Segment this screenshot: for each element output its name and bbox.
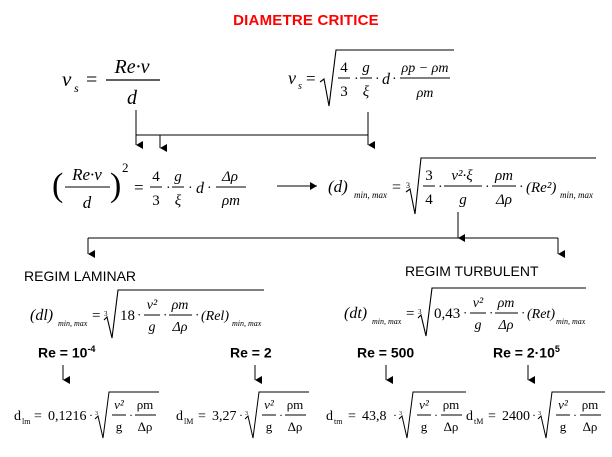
- svg-text:·: ·: [354, 72, 359, 87]
- svg-text:·: ·: [375, 72, 380, 87]
- svg-text:·: ·: [393, 408, 397, 422]
- section-laminar: REGIM LAMINAR: [24, 268, 137, 284]
- svg-text:g: g: [474, 318, 482, 333]
- svg-text:·: ·: [392, 72, 397, 87]
- svg-text:4: 4: [425, 192, 433, 208]
- svg-text:ν²: ν²: [472, 296, 484, 311]
- svg-text:d: d: [382, 71, 390, 88]
- svg-text:=: =: [198, 409, 206, 424]
- svg-text:Δρ: Δρ: [137, 419, 153, 434]
- svg-text:Δρ: Δρ: [172, 320, 188, 335]
- section-turbulent: REGIM TURBULENT: [405, 263, 539, 279]
- svg-text:·: ·: [573, 408, 577, 422]
- svg-text:Δρ: Δρ: [287, 419, 303, 434]
- svg-text:d: d: [14, 409, 21, 424]
- formula-vs-general: [286, 44, 461, 114]
- svg-text:ν²: ν²: [264, 397, 274, 412]
- svg-text:lM: lM: [184, 417, 194, 426]
- svg-text:): ): [110, 167, 122, 204]
- svg-text:3: 3: [538, 411, 541, 417]
- re-label-2: Re = 2: [230, 344, 272, 361]
- svg-text:Δρ: Δρ: [221, 169, 239, 185]
- svg-text:·: ·: [195, 307, 200, 322]
- svg-text:ρm: ρm: [416, 86, 434, 101]
- svg-text:4: 4: [340, 60, 348, 76]
- svg-text:3: 3: [418, 308, 422, 316]
- svg-text:ν²·ξ: ν²·ξ: [451, 168, 473, 184]
- svg-text:=: =: [134, 178, 144, 197]
- svg-text:·: ·: [438, 180, 443, 195]
- formula-vs-sub: s: [74, 81, 79, 95]
- svg-text:d: d: [466, 409, 473, 424]
- svg-text:=: =: [34, 409, 42, 424]
- svg-text:·: ·: [137, 307, 142, 322]
- svg-text:ρm: ρm: [136, 397, 154, 412]
- svg-text:3: 3: [95, 411, 98, 417]
- svg-text:·: ·: [485, 180, 490, 195]
- svg-text:ρm: ρm: [494, 168, 514, 184]
- svg-text:min, max: min, max: [232, 319, 262, 328]
- svg-text:ρm: ρm: [497, 296, 515, 311]
- formula-d-lm: [14, 388, 164, 448]
- svg-text:·: ·: [129, 408, 133, 422]
- formula-vs-symbol: v: [62, 67, 72, 91]
- svg-text:=: =: [306, 69, 316, 88]
- svg-text:=: =: [488, 409, 496, 424]
- svg-text:·: ·: [166, 181, 171, 196]
- svg-text:ρm: ρm: [221, 193, 241, 209]
- svg-text:(d): (d): [328, 177, 348, 196]
- svg-text:g: g: [148, 320, 156, 335]
- svg-text:3,27: 3,27: [212, 409, 237, 424]
- svg-text:min, max: min, max: [560, 190, 593, 200]
- svg-text:ν²: ν²: [419, 397, 429, 412]
- svg-text:2: 2: [122, 160, 129, 175]
- svg-text:·: ·: [463, 305, 468, 320]
- svg-text:g: g: [115, 419, 123, 434]
- svg-text:ν²: ν²: [558, 397, 568, 412]
- svg-text:ξ: ξ: [362, 84, 370, 100]
- formula-vs-numerator: Re·ν: [114, 56, 150, 78]
- formula-vs-denominator: d: [127, 87, 137, 109]
- svg-text:ρm: ρm: [286, 397, 304, 412]
- svg-text:tm: tm: [334, 417, 343, 426]
- formula-d-tM: [466, 388, 610, 448]
- svg-text:4: 4: [152, 169, 160, 185]
- svg-text:(: (: [52, 167, 64, 204]
- svg-text:(Rel): (Rel): [201, 309, 229, 324]
- svg-text:Δρ: Δρ: [498, 318, 514, 333]
- svg-text:·: ·: [188, 181, 193, 196]
- svg-text:(dt): (dt): [344, 305, 368, 322]
- svg-text:3: 3: [425, 168, 433, 184]
- svg-text:3: 3: [340, 84, 348, 100]
- svg-text:·: ·: [532, 408, 536, 422]
- svg-text:(Re²): (Re²): [526, 180, 557, 196]
- svg-text:g: g: [420, 419, 428, 434]
- svg-text:2400: 2400: [502, 409, 530, 424]
- svg-text:min, max: min, max: [372, 317, 402, 326]
- formula-equation: [50, 152, 265, 222]
- formula-vs-simple: [60, 48, 170, 110]
- formula-d-lM: [176, 388, 316, 448]
- svg-text:·: ·: [489, 305, 494, 320]
- re-label-3: Re = 500: [357, 344, 415, 361]
- formula-d-turbulent: [342, 284, 592, 340]
- formula-vs2-symbol: v: [288, 68, 296, 88]
- svg-text:=: =: [406, 306, 415, 322]
- svg-text:·: ·: [207, 181, 212, 196]
- svg-text:d: d: [196, 180, 204, 197]
- svg-text:Re·ν: Re·ν: [72, 165, 102, 184]
- formula-d-laminar: [28, 286, 268, 342]
- svg-text:ρm: ρm: [581, 397, 599, 412]
- svg-text:·: ·: [519, 180, 524, 195]
- svg-text:18: 18: [120, 308, 135, 324]
- svg-text:ν²: ν²: [114, 397, 124, 412]
- svg-text:ρm: ρm: [171, 298, 189, 313]
- svg-text:Δρ: Δρ: [582, 419, 598, 434]
- svg-text:ρp − ρm: ρp − ρm: [401, 61, 449, 76]
- svg-text:·: ·: [279, 408, 283, 422]
- formula-d-general: [326, 152, 602, 222]
- svg-text:lm: lm: [22, 417, 31, 426]
- svg-text:=: =: [92, 308, 101, 324]
- svg-text:g: g: [459, 192, 467, 208]
- svg-text:0,43: 0,43: [434, 306, 461, 322]
- svg-text:·: ·: [434, 408, 438, 422]
- re-label-4: $Re = 2\cdot 10^5$: [493, 344, 560, 361]
- svg-text:43,8: 43,8: [362, 409, 387, 424]
- svg-text:min, max: min, max: [58, 319, 88, 328]
- svg-text:(dl): (dl): [30, 307, 54, 324]
- svg-text:=: =: [392, 179, 402, 196]
- svg-text:=: =: [86, 69, 98, 91]
- svg-text:=: =: [348, 409, 356, 424]
- svg-text:ν²: ν²: [146, 298, 158, 313]
- svg-text:g: g: [265, 419, 273, 434]
- svg-text:·: ·: [239, 408, 243, 422]
- svg-text:·: ·: [163, 307, 168, 322]
- page-title: DIAMETRE CRITICE: [233, 12, 379, 29]
- svg-text:·: ·: [89, 408, 93, 422]
- svg-text:3: 3: [406, 181, 410, 190]
- svg-text:min, max: min, max: [556, 317, 586, 326]
- svg-text:·: ·: [521, 305, 526, 320]
- svg-text:g: g: [559, 419, 567, 434]
- svg-text:0,1216: 0,1216: [48, 409, 87, 424]
- svg-text:Δρ: Δρ: [443, 419, 459, 434]
- svg-text:3: 3: [245, 411, 248, 417]
- svg-text:3: 3: [152, 193, 160, 209]
- svg-text:s: s: [298, 81, 302, 92]
- svg-text:min, max: min, max: [354, 190, 387, 200]
- re-label-1: $Re = 10^{-4}$: [38, 344, 96, 361]
- svg-text:d: d: [326, 409, 333, 424]
- svg-text:d: d: [82, 193, 92, 212]
- svg-text:d: d: [176, 409, 183, 424]
- svg-text:(Ret): (Ret): [527, 307, 555, 322]
- svg-text:3: 3: [399, 411, 402, 417]
- svg-text:g: g: [362, 60, 370, 76]
- svg-text:ξ: ξ: [174, 193, 182, 209]
- svg-text:3: 3: [104, 310, 108, 318]
- formula-d-tm: [326, 388, 476, 448]
- svg-text:ρm: ρm: [442, 397, 460, 412]
- svg-text:tM: tM: [474, 417, 484, 426]
- svg-text:g: g: [174, 169, 182, 185]
- svg-text:Δρ: Δρ: [495, 192, 513, 208]
